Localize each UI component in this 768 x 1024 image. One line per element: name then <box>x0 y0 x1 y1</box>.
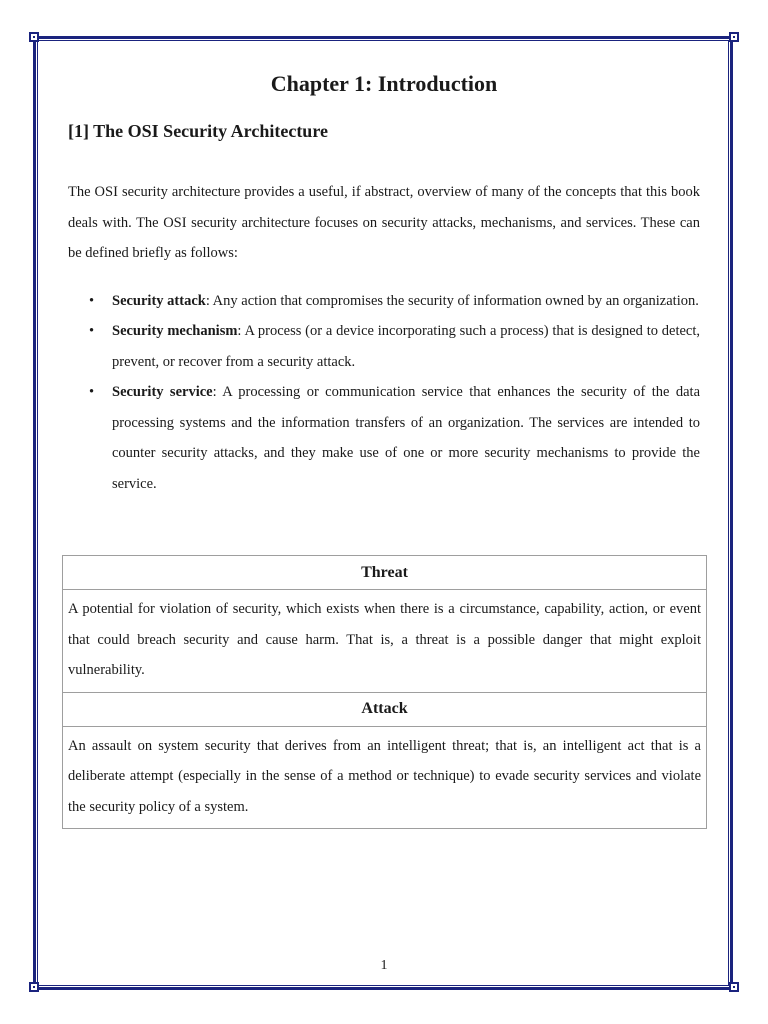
bullet-item-security-service <box>68 377 700 499</box>
page-content <box>68 66 700 499</box>
page-number: 1 <box>380 958 388 973</box>
border-corner-ornament <box>29 32 39 42</box>
border-corner-ornament <box>29 982 39 992</box>
border-corner-ornament <box>729 982 739 992</box>
bullet-text: : A processing or communication service that enhances the security of the data processing systems and the information transfers of an organization. The services are intended to counter security attacks, and they make use of one or more security mechanisms to provide the service. <box>112 384 700 492</box>
threat-heading: Threat <box>63 556 707 590</box>
table-row <box>63 692 707 726</box>
bullet-item-security-mechanism <box>68 316 700 377</box>
bullet-marker: • <box>89 323 95 339</box>
bullet-text: : Any action that compromises the security of information owned by an organization. <box>205 292 699 309</box>
table-row <box>63 590 707 693</box>
threat-definition: A potential for violation of security, which exists when there is a circumstance, capability, action, or event that could breach security and cause harm. That is, a threat is a possible danger that might exploit vulnerability. <box>63 590 707 693</box>
bullet-term: Security service <box>112 384 213 400</box>
table-row <box>63 726 707 829</box>
bullet-text: : A process (or a device incorporating such a process) that is designed to detect, prevent, or recover from a security attack. <box>112 323 701 370</box>
border-corner-ornament <box>729 32 739 42</box>
intro-paragraph: The OSI security architecture provides a useful, if abstract, overview of many of the concepts that this book deals with. The OSI security architecture focuses on security attacks, mechanisms, and services. These can be defined briefly as follows: <box>68 184 700 261</box>
bullet-term: Security mechanism <box>112 323 238 339</box>
bullet-marker: • <box>89 384 95 400</box>
definitions-table <box>62 555 707 829</box>
section-heading: [1] The OSI Security Architecture <box>68 121 328 141</box>
bullet-term: Security attack <box>112 292 206 309</box>
bullet-item-security-attack <box>68 286 700 317</box>
table-row <box>63 556 707 590</box>
definition-bullet-list <box>68 286 700 500</box>
attack-definition: An assault on system security that derives from an intelligent threat; that is, an intelligent act that is a deliberate attempt (especially in the sense of a method or technique) to evade security services and violate the security policy of a system. <box>63 726 707 829</box>
attack-heading: Attack <box>63 692 707 726</box>
chapter-title: Chapter 1: Introduction <box>270 71 498 96</box>
bullet-marker: • <box>89 292 95 309</box>
